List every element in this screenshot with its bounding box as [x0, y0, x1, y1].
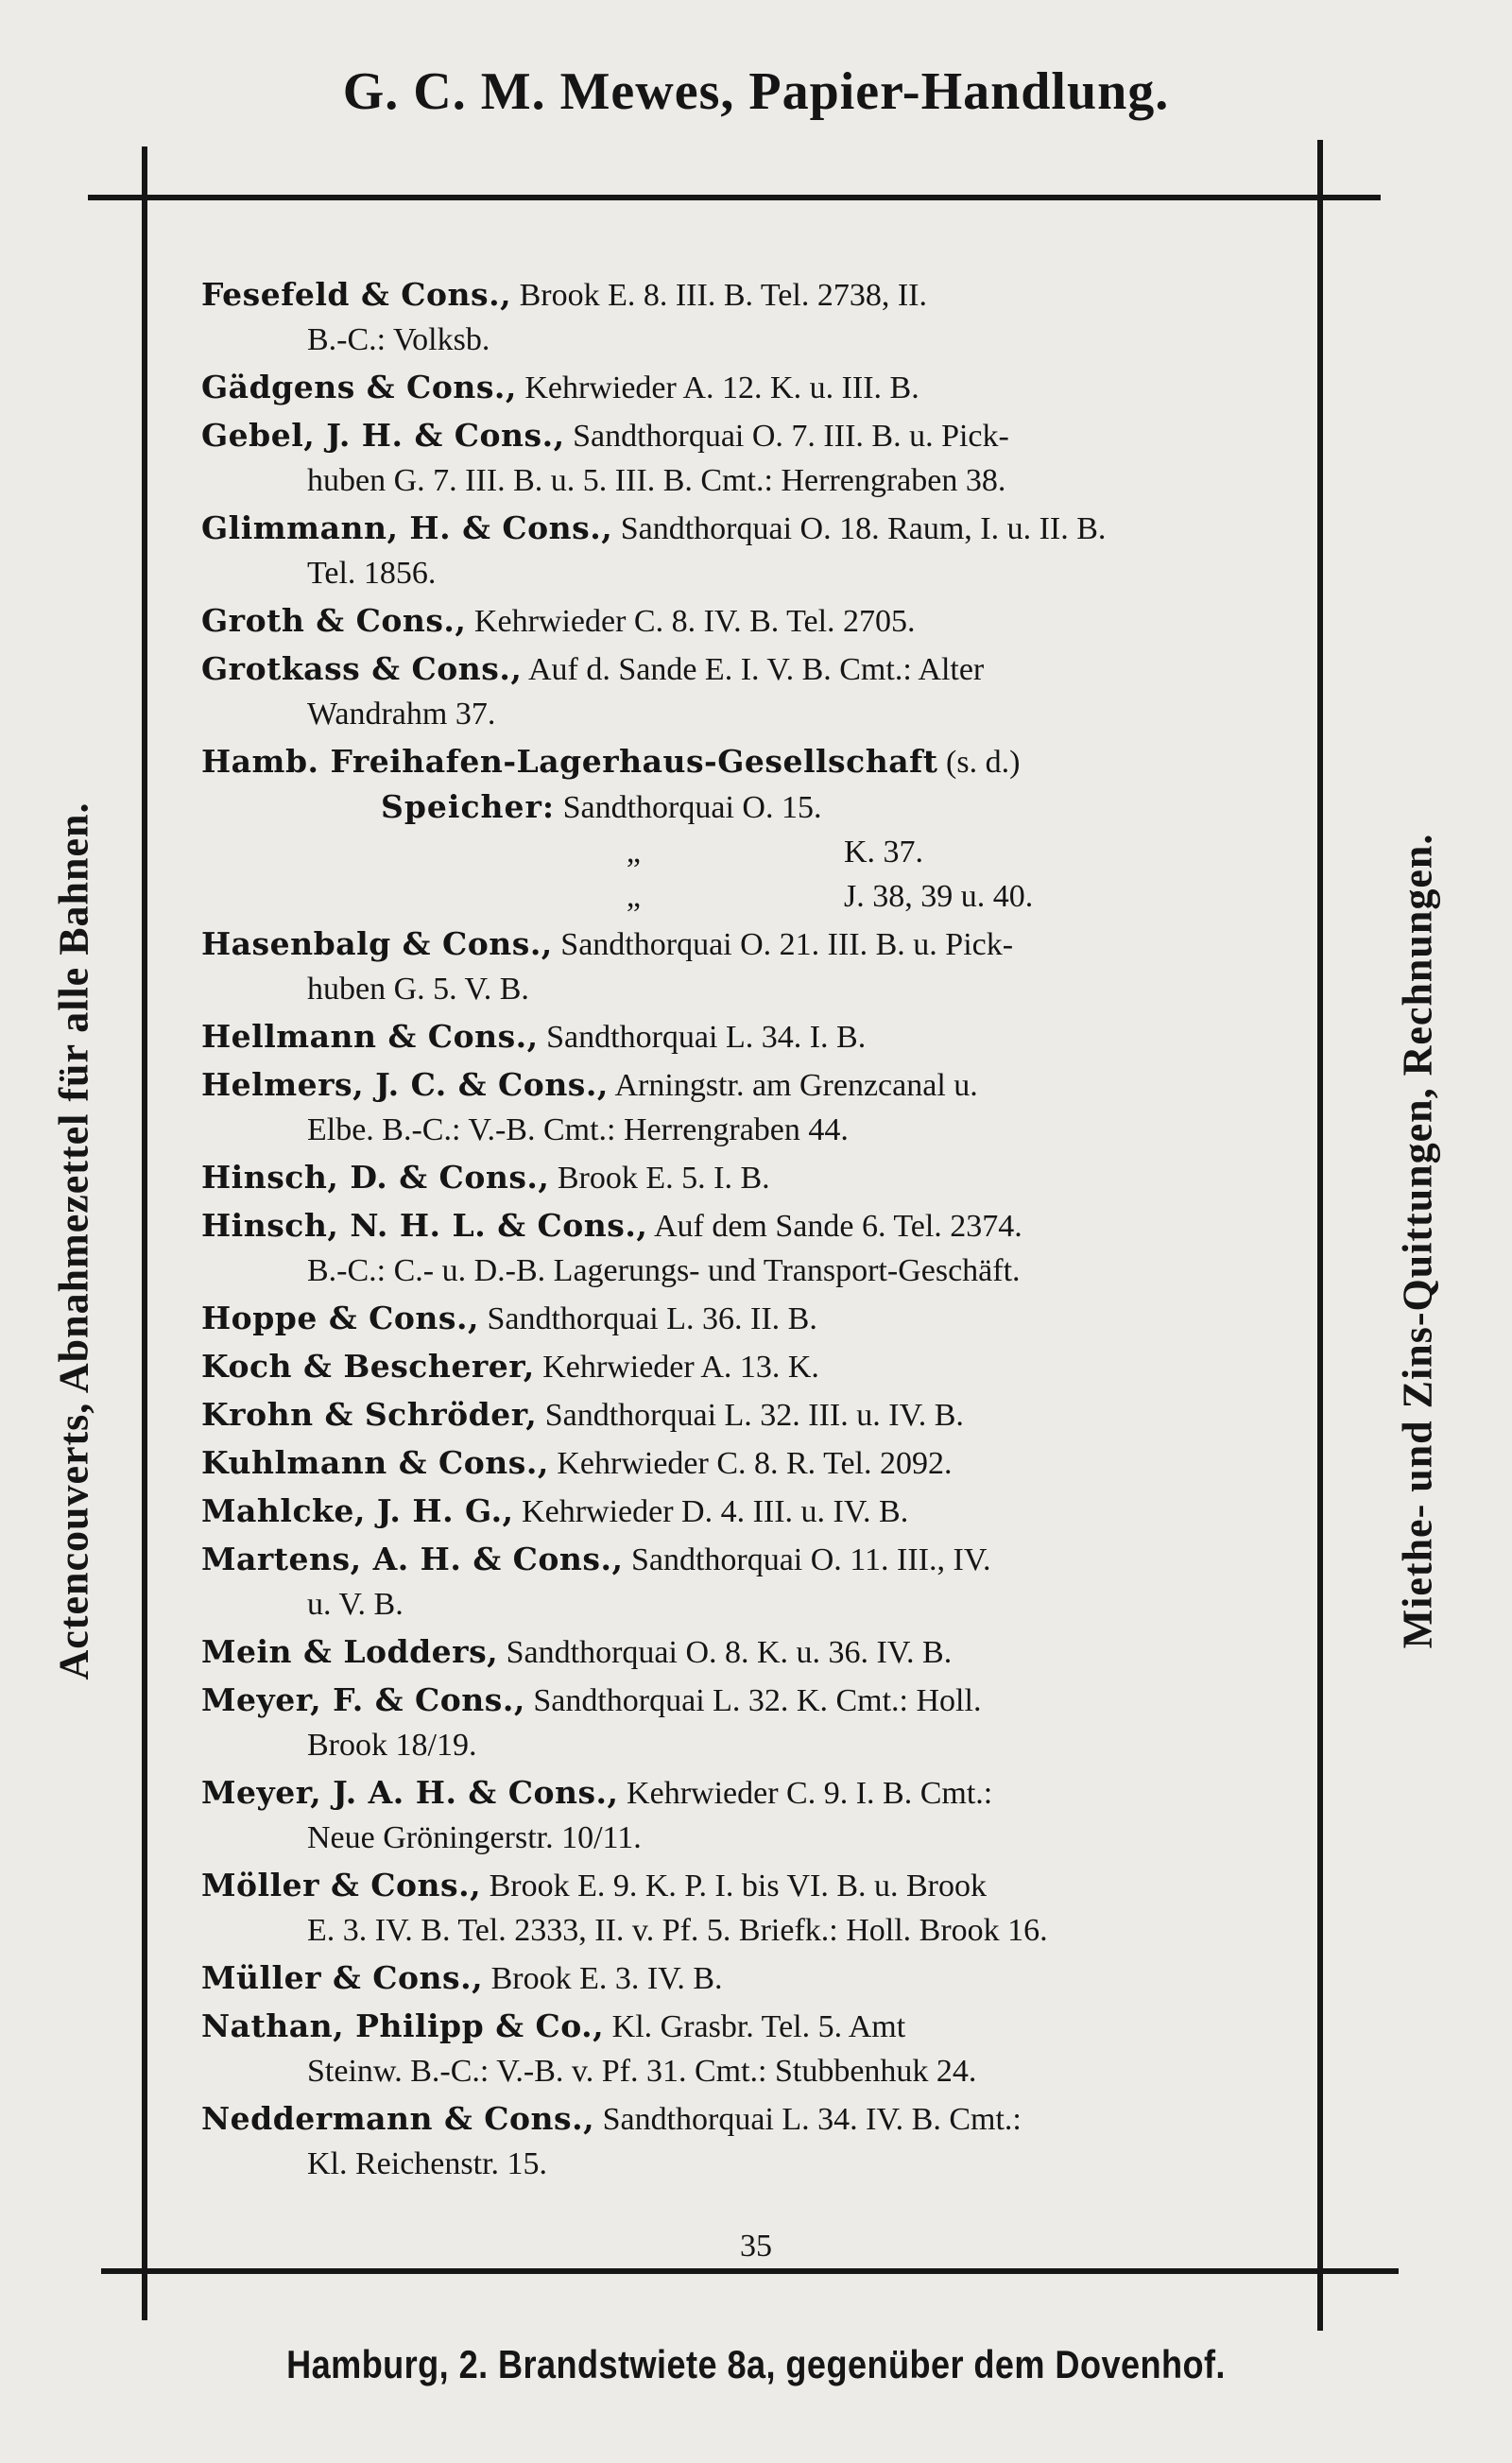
entry-text: Auf dem Sande 6. Tel. 2374. [653, 1209, 1022, 1244]
list-item [201, 1344, 1285, 1389]
list-item [201, 506, 1285, 595]
entry-cont: E. 3. IV. B. Tel. 2333, II. v. Pf. 5. Briefk.: Holl. Brook 16. [307, 1913, 1048, 1948]
entry-name: Gädgens & Cons., [201, 369, 517, 405]
entry-cont: huben G. 7. III. B. u. 5. III. B. Cmt.: Herrengraben 38. [307, 463, 1006, 498]
list-item [201, 1863, 1285, 1953]
entry-name: Koch & Bescherer, [201, 1348, 535, 1385]
list-item [201, 1014, 1285, 1059]
entry-text: Sandthorquai L. 36. II. B. [487, 1301, 817, 1336]
speicher-line [201, 784, 1285, 830]
list-item [201, 1629, 1285, 1675]
speicher-text: Sandthorquai O. 15. [562, 790, 822, 825]
ditto-mark: „ [626, 835, 641, 870]
list-item [201, 921, 1285, 1011]
entry-cont: Kl. Reichenstr. 15. [307, 2146, 548, 2181]
entry-name: Mein & Lodders, [201, 1633, 499, 1670]
entry-text: Brook E. 5. I. B. [557, 1161, 770, 1196]
entry-text: Sandthorquai L. 34. IV. B. Cmt.: [602, 2102, 1022, 2137]
top-rule [88, 195, 1381, 200]
page-title: G. C. M. Mewes, Papier-Handlung. [342, 62, 1170, 121]
entry-text: Kehrwieder A. 13. K. [542, 1350, 819, 1385]
entry-cont: B.-C.: C.- u. D.-B. Lagerungs- und Transport-Geschäft. [307, 1253, 1021, 1288]
footer-address: Hamburg, 2. Brandstwiete 8a, gegenüber dem Dovenhof. [286, 2342, 1226, 2386]
entry-text: Sandthorquai L. 32. III. u. IV. B. [544, 1398, 964, 1433]
entry-text: Sandthorquai O. 11. III., IV. [630, 1542, 991, 1577]
list-item [201, 1678, 1285, 1767]
entry-text: Auf d. Sande E. I. V. B. Cmt.: Alter [527, 652, 985, 687]
list-item [201, 1440, 1285, 1486]
entry-cont: Wandrahm 37. [307, 697, 496, 732]
entry-text: Brook E. 9. K. P. I. bis VI. B. u. Brook [489, 1869, 987, 1903]
list-item [201, 1155, 1285, 1200]
entry-cont: huben G. 5. V. B. [307, 972, 529, 1007]
list-item [201, 646, 1285, 736]
entry-name: Kuhlmann & Cons., [201, 1444, 549, 1481]
entry-text: Kehrwieder C. 9. I. B. Cmt.: [627, 1776, 993, 1811]
entry-name: Hasenbalg & Cons., [201, 925, 553, 962]
speicher-label: Speicher: [381, 788, 556, 825]
speicher-row [201, 874, 1285, 919]
entry-name: Nathan, Philipp & Co., [201, 2007, 605, 2044]
entry-text: Sandthorquai L. 34. I. B. [546, 1020, 867, 1055]
speicher-row-text: J. 38, 39 u. 40. [844, 879, 1034, 914]
list-item [201, 1296, 1285, 1341]
entry-text: Kehrwieder D. 4. III. u. IV. B. [522, 1494, 909, 1529]
entry-name: Grotkass & Cons., [201, 650, 523, 687]
entry-cont: B.-C.: Volksb. [307, 322, 490, 357]
entry-cont: Elbe. B.-C.: V.-B. Cmt.: Herrengraben 44. [307, 1112, 849, 1147]
entry-text: Kehrwieder A. 12. K. u. III. B. [524, 370, 919, 405]
list-item [201, 1062, 1285, 1152]
list-item-freihafen [201, 739, 1285, 784]
bottom-rule [101, 2268, 1399, 2274]
entry-text: Sandthorquai O. 7. III. B. u. Pick- [573, 419, 1009, 454]
entry-suffix: (s. d.) [946, 745, 1021, 780]
entry-cont: Steinw. B.-C.: V.-B. v. Pf. 31. Cmt.: Stubbenhuk 24. [307, 2054, 977, 2089]
page-number: 35 [740, 2229, 772, 2264]
entry-text: Sandthorquai O. 21. III. B. u. Pick- [560, 927, 1014, 962]
list-item [201, 272, 1285, 362]
entry-name: Meyer, F. & Cons., [201, 1681, 525, 1718]
entry-name: Helmers, J. C. & Cons., [201, 1066, 609, 1103]
list-item [201, 598, 1285, 644]
list-item [201, 2096, 1285, 2186]
entry-name: Möller & Cons., [201, 1867, 482, 1903]
entry-name: Hamb. Freihafen-Lagerhaus-Gesellschaft [201, 743, 938, 780]
list-item [201, 1203, 1285, 1293]
list-item [201, 2004, 1285, 2093]
entry-name: Groth & Cons., [201, 602, 467, 639]
list-item [201, 1392, 1285, 1438]
left-frame-line [142, 146, 147, 2320]
entry-name: Hinsch, N. H. L. & Cons., [201, 1207, 648, 1244]
entry-cont: Neue Gröningerstr. 10/11. [307, 1820, 642, 1855]
entry-name: Krohn & Schröder, [201, 1396, 538, 1433]
entry-name: Neddermann & Cons., [201, 2100, 595, 2137]
list-item [201, 1955, 1285, 2001]
entry-name: Martens, A. H. & Cons., [201, 1541, 624, 1577]
entry-name: Müller & Cons., [201, 1959, 484, 1996]
entry-text: Sandthorquai O. 18. Raum, I. u. II. B. [620, 511, 1107, 546]
entry-text: Brook E. 3. IV. B. [490, 1961, 723, 1996]
entry-text: Sandthorquai L. 32. K. Cmt.: Holl. [533, 1683, 982, 1718]
speicher-row-text: K. 37. [844, 835, 924, 870]
entry-name: Fesefeld & Cons., [201, 276, 512, 313]
list-item [201, 1537, 1285, 1627]
entry-name: Hellmann & Cons., [201, 1018, 539, 1055]
entry-cont: Tel. 1856. [307, 556, 437, 591]
ditto-mark: „ [626, 879, 641, 914]
entry-text: Arningstr. am Grenzcanal u. [614, 1068, 978, 1103]
entry-name: Meyer, J. A. H. & Cons., [201, 1774, 619, 1811]
entry-text: Sandthorquai O. 8. K. u. 36. IV. B. [506, 1635, 953, 1670]
directory-list [201, 272, 1285, 2189]
entry-name: Hoppe & Cons., [201, 1300, 479, 1336]
list-item [201, 365, 1285, 410]
entry-text: Brook E. 8. III. B. Tel. 2738, II. [519, 278, 927, 313]
entry-cont: Brook 18/19. [307, 1728, 477, 1763]
entry-text: Kehrwieder C. 8. IV. B. Tel. 2705. [473, 604, 916, 639]
entry-name: Mahlcke, J. H. G., [201, 1492, 514, 1529]
speicher-row [201, 830, 1285, 874]
entry-cont: u. V. B. [307, 1587, 404, 1622]
entry-text: Kl. Grasbr. Tel. 5. Amt [611, 2009, 906, 2044]
side-advert-right: Miethe- und Zins-Quittungen, Rechnungen. [1394, 833, 1441, 1649]
entry-name: Glimmann, H. & Cons., [201, 509, 613, 546]
side-advert-left: Actencouverts, Abnahmezettel für alle Bahnen. [50, 801, 97, 1680]
list-item [201, 1770, 1285, 1860]
entry-name: Gebel, J. H. & Cons., [201, 417, 565, 454]
list-item [201, 413, 1285, 503]
entry-name: Hinsch, D. & Cons., [201, 1159, 550, 1196]
list-item [201, 1489, 1285, 1534]
entry-text: Kehrwieder C. 8. R. Tel. 2092. [557, 1446, 953, 1481]
right-frame-line [1317, 140, 1323, 2331]
